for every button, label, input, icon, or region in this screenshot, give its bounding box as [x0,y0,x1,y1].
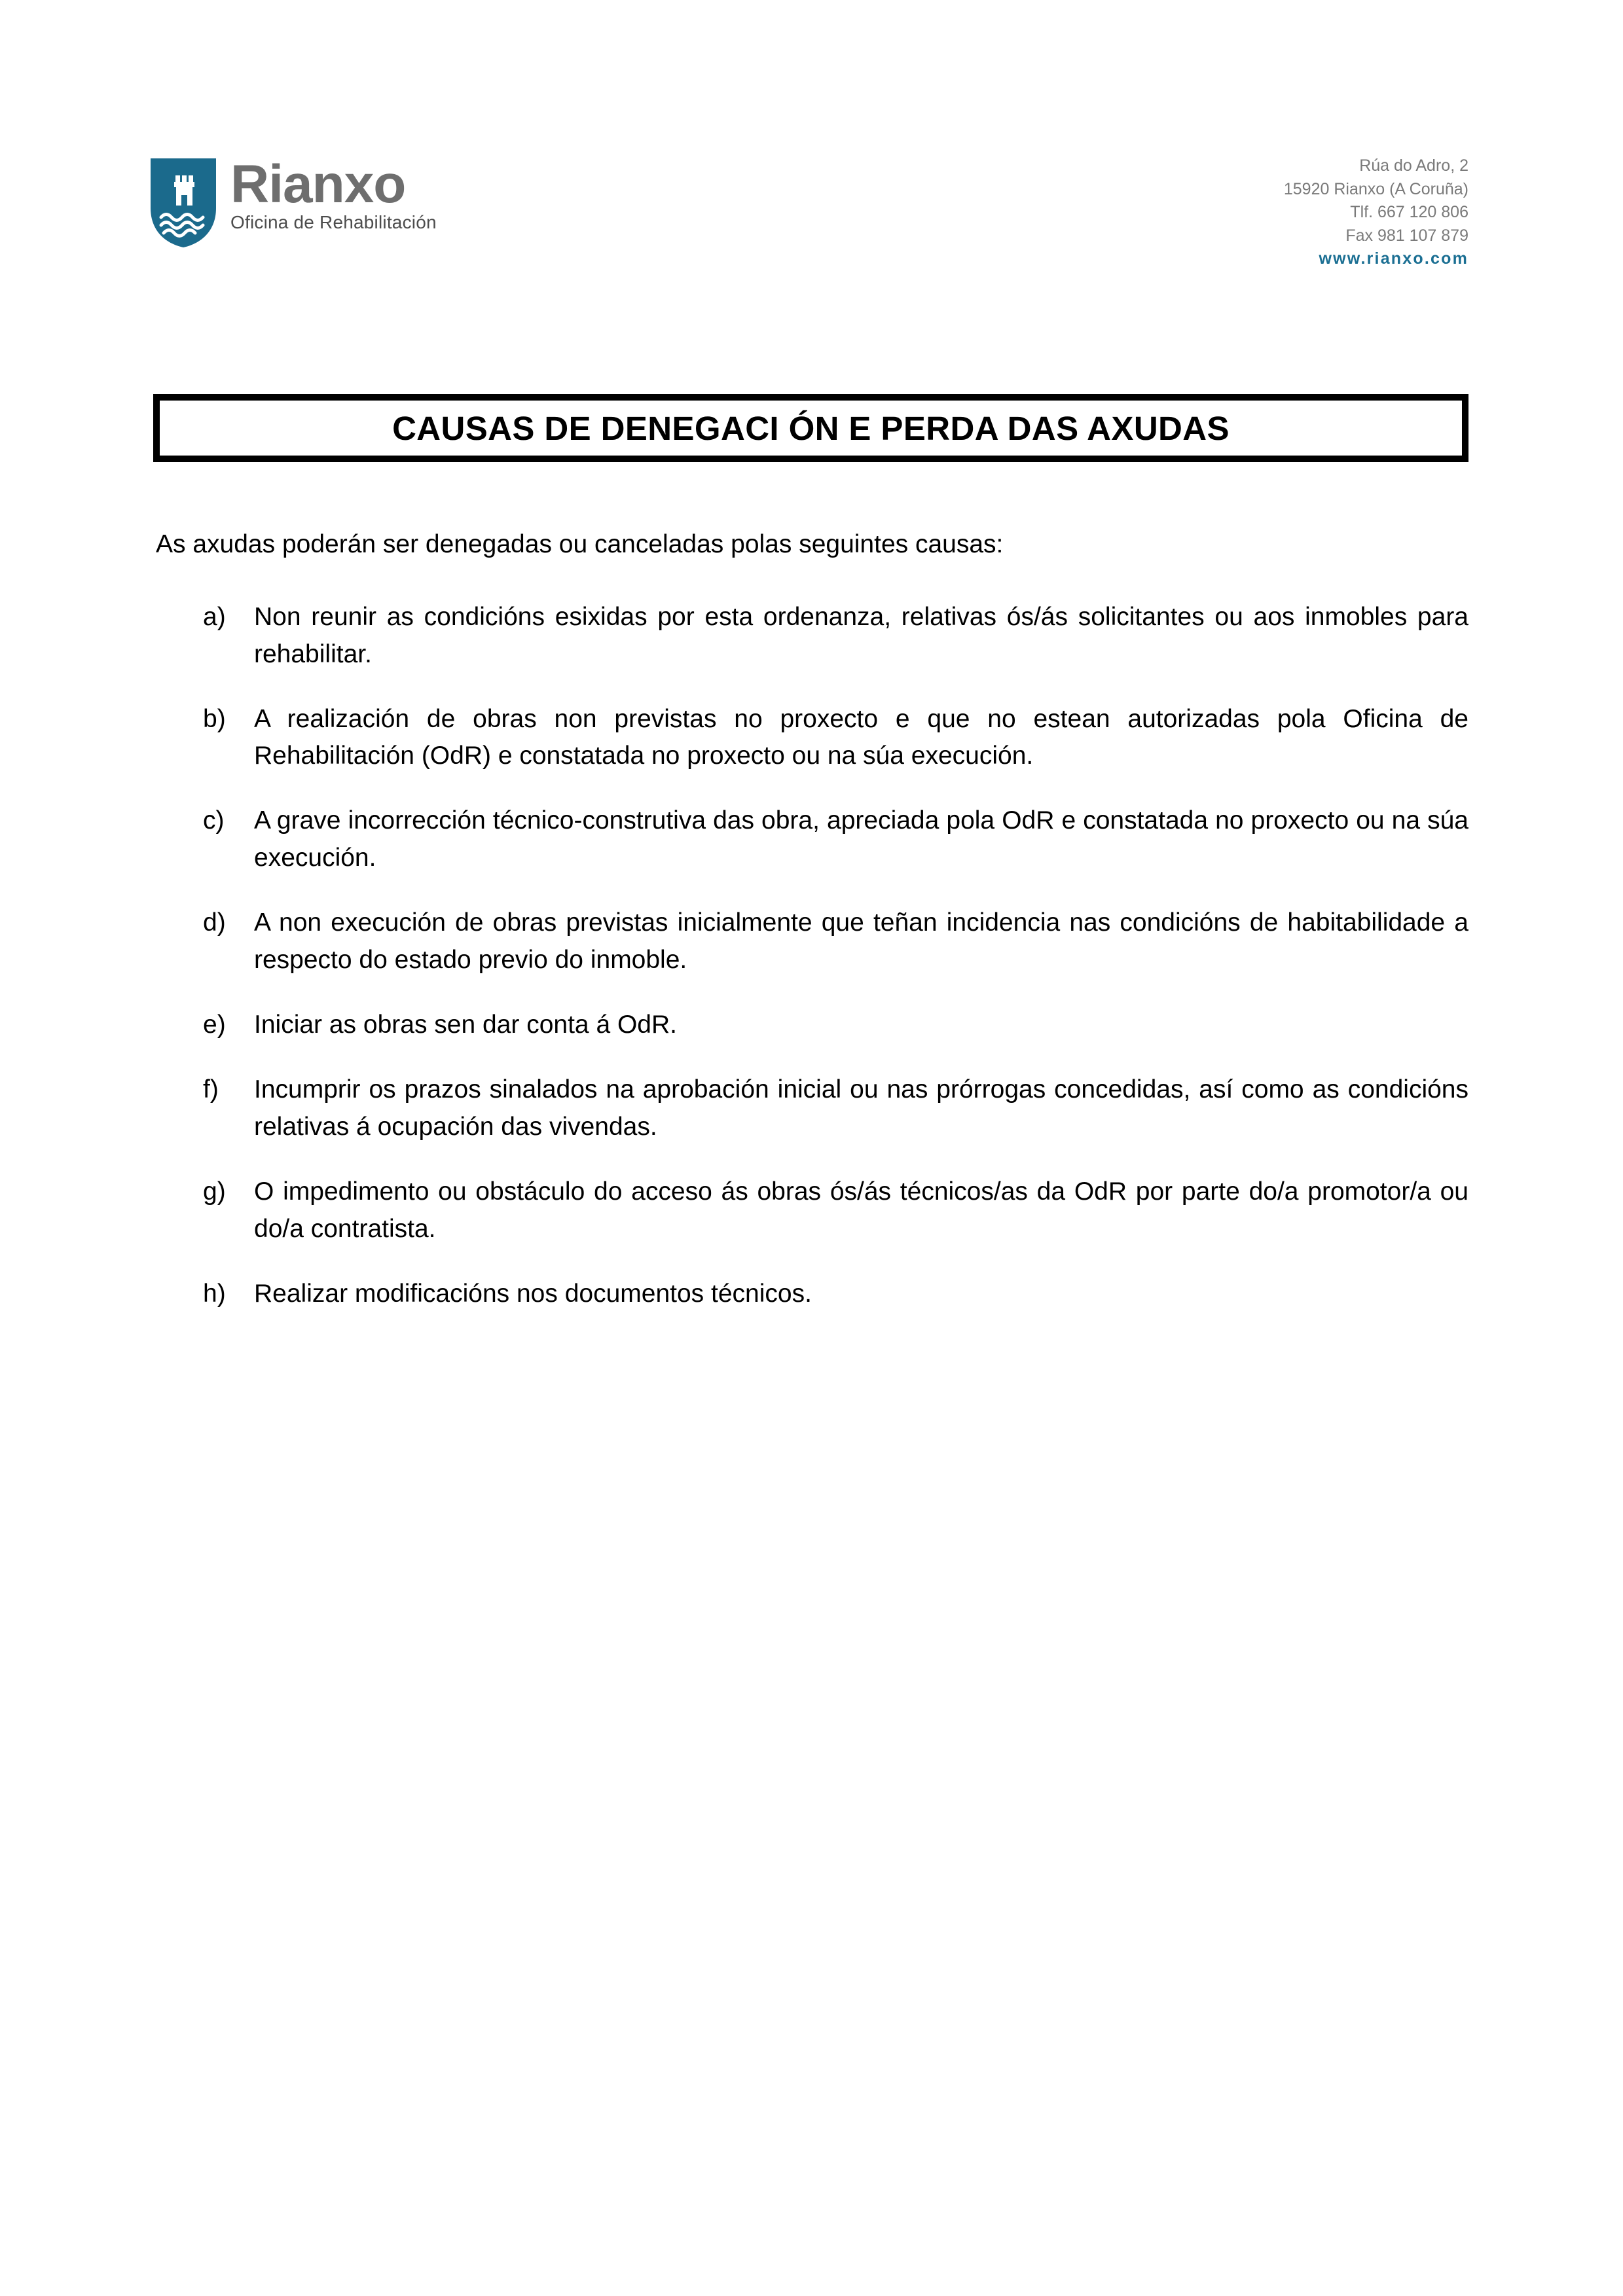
list-item-text: A non execución de obras previstas inicialmente que teñan incidencia nas condicións de habitabilidade a respecto do estado previo do inmoble. [254,908,1468,975]
contact-fax: Fax 981 107 879 [1345,226,1468,245]
logo-name: Rianxo [230,154,406,214]
document-title-banner [153,394,1468,462]
rianxo-logo [149,154,437,249]
list-item-marker: h) [203,1279,226,1308]
list-item-text: Realizar modificacións nos documentos técnicos. [254,1279,812,1308]
list-item [156,599,1468,673]
list-item [156,1174,1468,1248]
list-item-marker: e) [203,1011,226,1039]
intro-paragraph: As axudas poderán ser denegadas ou canceladas polas seguintes causas: [156,530,1004,558]
contact-address: Rúa do Adro, 2 [1359,156,1468,175]
list-item [156,905,1468,979]
contact-website-link[interactable]: www.rianxo.com [1319,249,1468,268]
rianxo-coat-of-arms-shield-icon [149,157,217,249]
logo-wordmark [230,154,437,233]
list-item-marker: g) [203,1177,226,1206]
list-item-text: A grave incorrección técnico-construtiva das obra, apreciada pola OdR e constatada no proxecto ou na súa execución. [254,806,1468,872]
contact-city: 15920 Rianxo (A Coruña) [1283,179,1468,198]
document-body [156,528,1468,1340]
list-item [156,1007,1468,1044]
list-item-marker: f) [203,1075,219,1104]
list-item-marker: b) [203,704,226,733]
list-item-text: Non reunir as condicións esixidas por esta ordenanza, relativas ós/ás solicitantes ou aos inmobles para rehabilitar. [254,602,1468,668]
logo-subtitle: Oficina de Rehabilitación [230,212,437,233]
list-item-text: A realización de obras non previstas no proxecto e que no estean autorizadas pola Oficina de Rehabilitación (OdR) e constatada no proxecto ou na súa execución. [254,704,1468,770]
contact-phone: Tlf. 667 120 806 [1350,203,1468,221]
document-header [0,0,1623,288]
page-title: CAUSAS DE DENEGACI ÓN E PERDA DAS AXUDAS [392,409,1230,447]
list-item-marker: c) [203,806,225,835]
list-item [156,1276,1468,1313]
contact-block [1284,154,1468,271]
list-item-text: Iniciar as obras sen dar conta á OdR. [254,1011,677,1039]
list-item-text: Incumprir os prazos sinalados na aprobación inicial ou nas prórrogas concedidas, así como as condicións relativas á ocupación das vivendas. [254,1075,1468,1141]
list-item [156,802,1468,877]
list-item [156,701,1468,776]
list-item [156,1071,1468,1146]
list-item-marker: d) [203,908,226,937]
causes-list [156,599,1468,1313]
list-item-text: O impedimento ou obstáculo do acceso ás obras ós/ás técnicos/as da OdR por parte do/a promotor/a ou do/a contratista. [254,1177,1468,1243]
list-item-marker: a) [203,602,226,631]
